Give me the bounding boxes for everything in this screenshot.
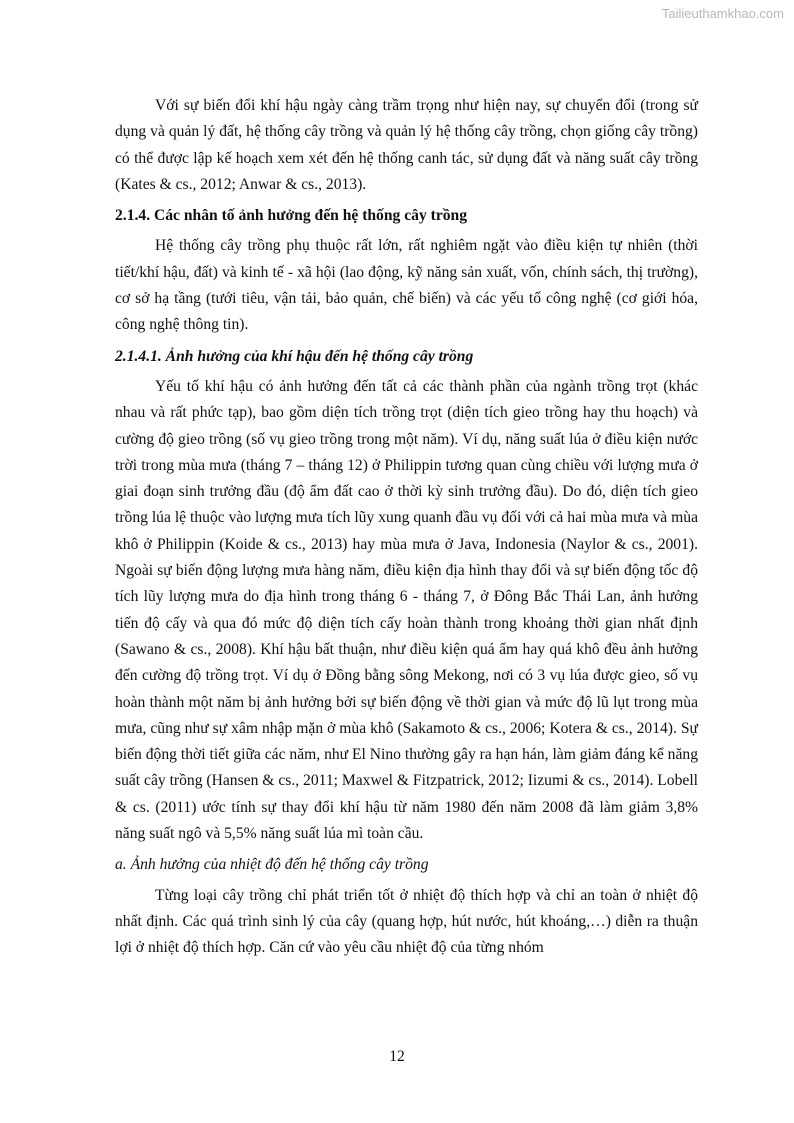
section-heading-2-1-4: 2.1.4. Các nhân tố ảnh hưởng đến hệ thống cây trồng: [115, 207, 468, 225]
document-body: [115, 93, 698, 962]
subsection-heading-2-1-4-1: 2.1.4.1. Ảnh hưởng của khí hậu đến hệ thống cây trồng: [115, 347, 474, 365]
paragraph-factors: Hệ thống cây trồng phụ thuộc rất lớn, rất nghiêm ngặt vào điều kiện tự nhiên (thời tiết/khí hậu, đất) và kinh tế - xã hội (lao động, kỹ năng sản xuất, vốn, chính sách, thị trường), cơ sở hạ tầng (tưới tiêu, vận tải, bảo quản, chế biến) và các yếu tố công nghệ (cơ giới hóa, công nghệ thông tin).: [115, 237, 698, 334]
paragraph-climate-change: Với sự biến đổi khí hậu ngày càng trầm trọng như hiện nay, sự chuyển đổi (trong sử dụng và quản lý đất, hệ thống cây trồng và quản lý hệ thống cây trồng, chọn giống cây trồng) có thể được lập kế hoạch xem xét đến hệ thống canh tác, sử dụng đất và năng suất cây trồng (Kates & cs., 2012; Anwar & cs., 2013).: [115, 97, 698, 193]
paragraph-temperature: Từng loại cây trồng chỉ phát triển tốt ở nhiệt độ thích hợp và chỉ an toàn ở nhiệt độ nhất định. Các quá trình sinh lý của cây (quang hợp, hút nước, hút khoáng,…) diễn ra thuận lợi ở nhiệt độ thích hợp. Căn cứ vào yêu cầu nhiệt độ của từng nhóm: [115, 886, 698, 957]
page-number: 12: [389, 1048, 405, 1065]
subheading-temperature: a. Ảnh hưởng của nhiệt độ đến hệ thống cây trồng: [115, 856, 429, 874]
watermark: Tailieuthamkhao.com: [661, 6, 784, 21]
paragraph-climate-impact: Yếu tố khí hậu có ảnh hưởng đến tất cả các thành phần của ngành trồng trọt (khác nhau và rất phức tạp), bao gồm diện tích trồng trọt (diện tích gieo trồng hay thu hoạch) và cường độ gieo trồng (số vụ gieo trồng trong một năm). Ví dụ, năng suất lúa ở điều kiện nước trời trong mùa mưa (tháng 7 – tháng 12) ở Philippin tương quan cùng chiều với lượng mưa ở giai đoạn sinh trưởng đầu (độ ẩm đất cao ở thời kỳ sinh trưởng đầu). Do đó, diện tích gieo trồng lúa lệ thuộc vào lượng mưa tích lũy xung quanh đầu vụ đối với cả hai mùa mưa và mùa khô ở Philippin (Koide & cs., 2013) hay mùa mưa ở Java, Indonesia (Naylor & cs., 2001). Ngoài sự biến động lượng mưa hàng năm, điều kiện địa hình thay đổi và sự biến động tốc độ tích lũy lượng mưa do địa hình trong tháng 6 - tháng 7, ở Đông Bắc Thái Lan, ảnh hưởng tiến độ cấy và qua đó mức độ diện tích cấy hoàn thành trong khoảng thời gian nhất định (Sawano & cs., 2008). Khí hậu bất thuận, như điều kiện quá ẩm hay quá khô đều ảnh hưởng đến cường độ trồng trọt. Ví dụ ở Đồng bằng sông Mekong, nơi có 3 vụ lúa được gieo, số vụ hoàn thành một năm bị ảnh hưởng bởi sự biến động về thời gian và mức độ lũ lụt trong mùa mưa, cũng như sự xâm nhập mặn ở mùa khô (Sakamoto & cs., 2006; Kotera & cs., 2014). Sự biến động thời tiết giữa các năm, như El Nino thường gây ra hạn hán, làm giảm đáng kể năng suất cây trồng (Hansen & cs., 2011; Maxwel & Fitzpatrick, 2012; Iizumi & cs., 2014). Lobell & cs. (2011) ước tính sự thay đổi khí hậu từ năm 1980 đến năm 2008 đã làm giảm 3,8% năng suất ngô và 5,5% năng suất lúa mì toàn cầu.: [115, 377, 698, 843]
